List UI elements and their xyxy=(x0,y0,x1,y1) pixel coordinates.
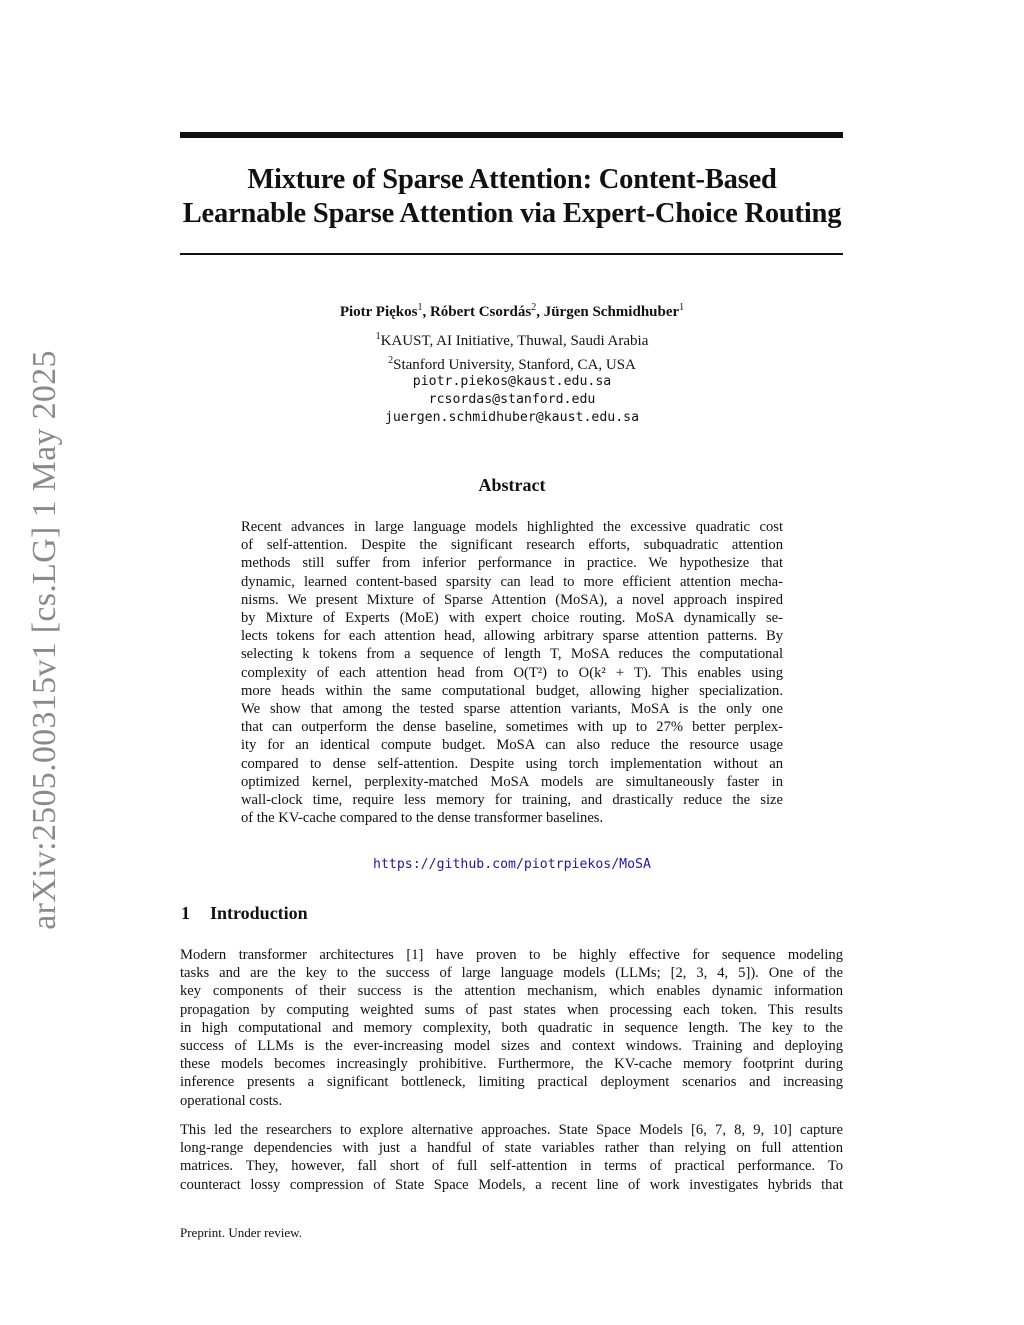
title-bottom-rule xyxy=(180,253,843,255)
paragraph-line: success of LLMs is the ever-increasing model sizes and context windows. Training and deploying xyxy=(180,1038,843,1055)
intro-paragraph-1 xyxy=(180,946,843,1110)
author-name: Piotr Piękos xyxy=(339,304,418,320)
abstract-line: lects tokens for each attention head, allowing arbitrary sparse attention patterns. By xyxy=(241,628,783,645)
abstract-line: by Mixture of Experts (MoE) with expert choice routing. MoSA dynamically se- xyxy=(241,610,783,627)
author-affil-mark: 2 xyxy=(531,302,537,313)
paragraph-line: operational costs. xyxy=(180,1092,283,1109)
paragraph-line: long-range dependencies with just a handful of state variables rather than relying on full attention xyxy=(180,1140,843,1157)
paragraph-line: propagation by computing weighted sums of past states when processing each token. This results xyxy=(180,1001,843,1018)
abstract-line: dynamic, learned content-based sparsity can lead to more efficient attention mecha- xyxy=(241,573,783,590)
paragraph-line: key components of their success is the attention mechanism, which enables dynamic information xyxy=(180,983,843,1000)
title-top-rule xyxy=(180,132,843,138)
abstract-line: wall-clock time, require less memory for training, and drastically reduce the size xyxy=(241,792,783,809)
title-line: Learnable Sparse Attention via Expert-Choice Routing xyxy=(182,198,842,229)
abstract-line: selecting k tokens from a sequence of length T, MoSA reduces the computational xyxy=(241,646,783,663)
code-repository-link[interactable]: https://github.com/piotrpiekos/MoSA xyxy=(373,857,651,872)
title-line: Mixture of Sparse Attention: Content-Based xyxy=(247,164,777,195)
paragraph-line: This led the researchers to explore alternative approaches. State Space Models [6, 7, 8, 9, 10] capture xyxy=(180,1122,843,1138)
paragraph-line: inference presents a significant bottleneck, limiting practical deployment scenarios and increasing xyxy=(180,1074,843,1091)
abstract-line: more heads within the same computational budget, allowing higher specialization. xyxy=(241,682,783,699)
email-address[interactable]: rcsordas@stanford.edu xyxy=(428,392,596,407)
paper-title xyxy=(160,163,864,231)
affiliations xyxy=(160,327,864,375)
abstract-line: Recent advances in large language models highlighted the excessive quadratic cost xyxy=(241,519,783,535)
author-list: Piotr Piękos$^1$, Róbert Csordás$^2$, Jürgen Schmidhuber$^1$ xyxy=(339,302,685,320)
paragraph-line: matrices. They, however, fall short of full self-attention in terms of practical performance. To xyxy=(180,1158,843,1175)
abstract-line: that can outperform the dense baseline, sometimes with up to 27% better perplex- xyxy=(241,719,783,736)
abstract-line: compared to dense self-attention. Despite using torch implementation without an xyxy=(241,755,783,772)
paragraph-line: in high computational and memory complexity, both quadratic in sequence length. The key to the xyxy=(180,1019,843,1036)
author-name: Róbert Csordás xyxy=(429,304,532,320)
paragraph-line: these models becomes increasingly prohibitive. Furthermore, the KV-cache memory footprint during xyxy=(180,1056,843,1073)
abstract-line: complexity of each attention head from O(T²) to O(k² + T). This enables using xyxy=(241,664,783,681)
abstract-heading: Abstract xyxy=(478,475,546,495)
email-address[interactable]: juergen.schmidhuber@kaust.edu.sa xyxy=(384,410,640,425)
paragraph-line: Modern transformer architectures [1] have proven to be highly effective for sequence modeling xyxy=(180,947,843,963)
intro-paragraph-2 xyxy=(180,1121,843,1194)
page-footer: Preprint. Under review. xyxy=(180,1225,302,1240)
abstract-line: of the KV-cache compared to the dense transformer baselines. xyxy=(241,810,604,827)
abstract-line: optimized kernel, perplexity-matched MoSA models are simultaneously faster in xyxy=(241,773,783,790)
section-heading: Introduction xyxy=(210,903,308,923)
author-name: Jürgen Schmidhuber xyxy=(543,304,680,320)
affiliation-line xyxy=(160,351,864,375)
author-emails xyxy=(160,373,864,427)
abstract-line: of self-attention. Despite the significant research efforts, subquadratic attention xyxy=(241,537,783,554)
affil-mark: 2 xyxy=(388,355,394,366)
abstract-line: nisms. We present Mixture of Sparse Attention (MoSA), a novel approach inspired xyxy=(241,591,783,608)
arxiv-identifier: arXiv:2505.00315v1 [cs.LG] 1 May 2025 xyxy=(26,350,63,930)
affil-mark: 1 xyxy=(375,331,381,342)
author-affil-mark: 1 xyxy=(417,302,423,313)
affiliation-line xyxy=(160,327,864,351)
abstract-body xyxy=(241,518,783,827)
author-affil-mark: 1 xyxy=(679,302,685,313)
section-number: 1 xyxy=(181,903,190,923)
abstract-line: ity for an identical compute budget. MoSA can also reduce the resource usage xyxy=(241,737,783,754)
paragraph-line: counteract lossy compression of State Space Models, a recent line of work investigates hybrids that xyxy=(180,1176,843,1193)
affiliation-text: Stanford University, Stanford, CA, USA xyxy=(393,357,636,373)
affiliation-text: KAUST, AI Initiative, Thuwal, Saudi Arabia xyxy=(380,333,649,349)
paragraph-line: tasks and are the key to the success of large language models (LLMs; [2, 3, 4, 5]). One of the xyxy=(180,965,843,982)
email-address[interactable]: piotr.piekos@kaust.edu.sa xyxy=(412,374,612,389)
abstract-line: We show that among the tested sparse attention variants, MoSA is the only one xyxy=(241,701,783,718)
abstract-line: methods still suffer from inferior performance in practice. We hypothesize that xyxy=(241,555,783,572)
